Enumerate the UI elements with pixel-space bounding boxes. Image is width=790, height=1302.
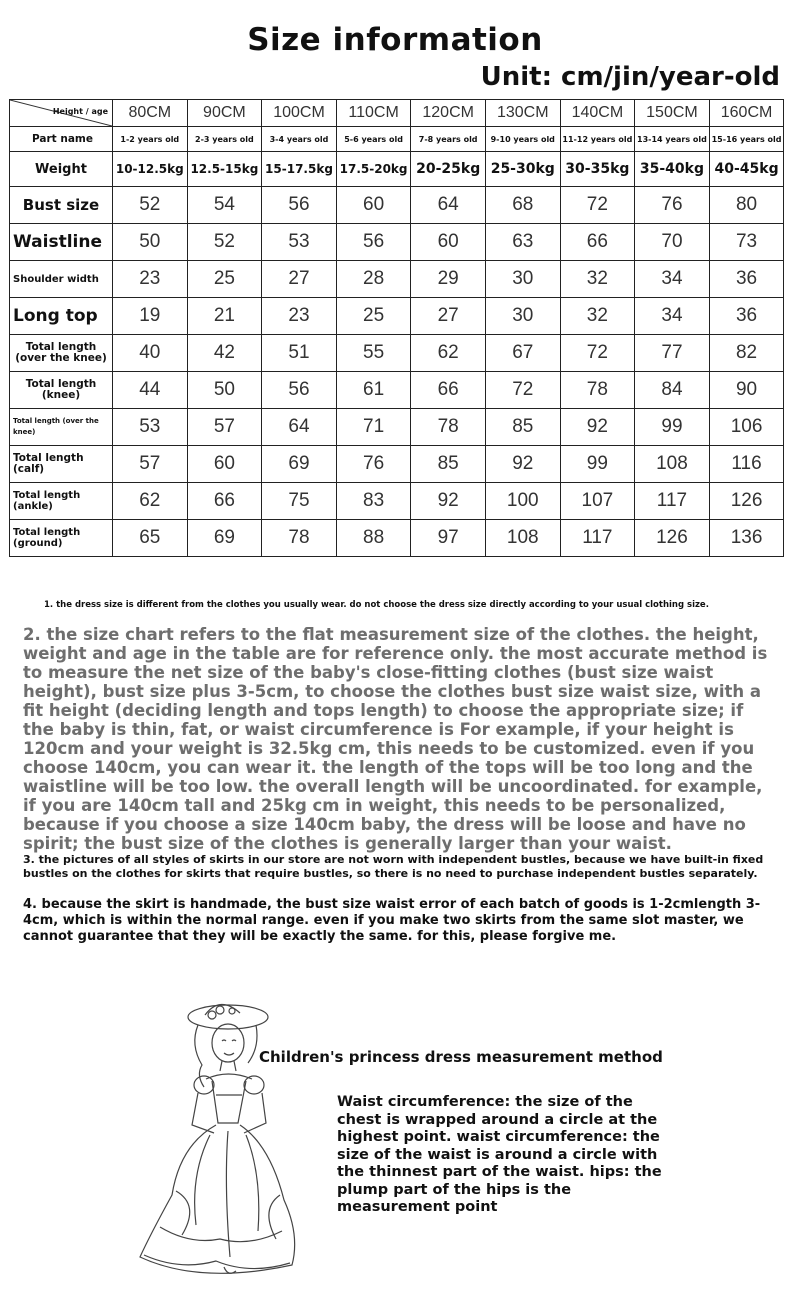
height-header-cell: 150CM: [635, 100, 710, 127]
table-cell: 60: [411, 224, 486, 261]
age-header-cell: 9-10 years old: [485, 127, 560, 152]
age-header-cell: 7-8 years old: [411, 127, 486, 152]
table-cell: 117: [560, 520, 635, 557]
table-cell: 76: [336, 446, 411, 483]
row-label: Total length (over the knee): [10, 409, 113, 446]
row-label: Total length (knee): [10, 372, 113, 409]
weight-cell: 35-40kg: [635, 152, 710, 187]
table-row: [10, 446, 784, 483]
table-cell: 40: [113, 335, 188, 372]
age-header-cell: 5-6 years old: [336, 127, 411, 152]
table-cell: 29: [411, 261, 486, 298]
unit-label: Unit: cm/jin/year-old: [480, 62, 780, 92]
table-row: [10, 520, 784, 557]
table-cell: 100: [485, 483, 560, 520]
table-cell: 63: [485, 224, 560, 261]
table-cell: 69: [262, 446, 337, 483]
table-cell: 66: [187, 483, 262, 520]
height-header-cell: 100CM: [262, 100, 337, 127]
table-cell: 92: [411, 483, 486, 520]
table-cell: 36: [709, 261, 784, 298]
table-cell: 84: [635, 372, 710, 409]
table-cell: 68: [485, 187, 560, 224]
table-cell: 108: [485, 520, 560, 557]
row-label: Total length (ground): [10, 520, 113, 557]
height-header-cell: 140CM: [560, 100, 635, 127]
table-cell: 19: [113, 298, 188, 335]
table-cell: 99: [560, 446, 635, 483]
table-cell: 27: [411, 298, 486, 335]
table-cell: 85: [485, 409, 560, 446]
weight-cell: 17.5-20kg: [336, 152, 411, 187]
size-table: [9, 99, 784, 557]
height-header-cell: 110CM: [336, 100, 411, 127]
weight-row: [10, 152, 784, 187]
table-cell: 136: [709, 520, 784, 557]
table-cell: 78: [560, 372, 635, 409]
table-cell: 67: [485, 335, 560, 372]
table-cell: 57: [113, 446, 188, 483]
table-cell: 76: [635, 187, 710, 224]
note-4: 4. because the skirt is handmade, the bust size waist error of each batch of goods is 1-2cmlength 3-4cm, which is within the normal range. even if you make two skirts from the same slot master, we cannot guarantee that they will be exactly the same. for this, please forgive me.: [23, 897, 761, 944]
table-cell: 69: [187, 520, 262, 557]
table-cell: 57: [187, 409, 262, 446]
table-cell: 92: [560, 409, 635, 446]
table-cell: 56: [336, 224, 411, 261]
table-cell: 23: [262, 298, 337, 335]
table-cell: 36: [709, 298, 784, 335]
weight-label: Weight: [10, 152, 113, 187]
age-header-cell: 1-2 years old: [113, 127, 188, 152]
table-cell: 83: [336, 483, 411, 520]
table-cell: 62: [113, 483, 188, 520]
table-cell: 52: [113, 187, 188, 224]
table-cell: 65: [113, 520, 188, 557]
row-label: Waistline: [10, 224, 113, 261]
table-cell: 30: [485, 298, 560, 335]
table-cell: 53: [113, 409, 188, 446]
table-cell: 85: [411, 446, 486, 483]
table-cell: 82: [709, 335, 784, 372]
table-cell: 116: [709, 446, 784, 483]
table-cell: 50: [187, 372, 262, 409]
table-cell: 72: [485, 372, 560, 409]
row-label: Bust size: [10, 187, 113, 224]
table-cell: 126: [635, 520, 710, 557]
height-header-cell: 90CM: [187, 100, 262, 127]
age-header-cell: 11-12 years old: [560, 127, 635, 152]
table-cell: 32: [560, 298, 635, 335]
table-cell: 90: [709, 372, 784, 409]
table-cell: 32: [560, 261, 635, 298]
weight-cell: 15-17.5kg: [262, 152, 337, 187]
table-row: [10, 261, 784, 298]
table-row: [10, 224, 784, 261]
row-label: Long top: [10, 298, 113, 335]
table-cell: 23: [113, 261, 188, 298]
note-1: 1. the dress size is different from the clothes you usually wear. do not choose the dress size directly according to your usual clothing size.: [44, 600, 709, 610]
princess-dress-sketch-icon: [120, 995, 320, 1295]
table-cell: 60: [336, 187, 411, 224]
weight-cell: 10-12.5kg: [113, 152, 188, 187]
table-cell: 77: [635, 335, 710, 372]
row-label: Total length (over the knee): [10, 335, 113, 372]
age-header-cell: 15-16 years old: [709, 127, 784, 152]
table-cell: 107: [560, 483, 635, 520]
table-row: [10, 298, 784, 335]
weight-cell: 40-45kg: [709, 152, 784, 187]
table-cell: 62: [411, 335, 486, 372]
table-cell: 25: [336, 298, 411, 335]
table-cell: 99: [635, 409, 710, 446]
table-cell: 106: [709, 409, 784, 446]
table-row: [10, 335, 784, 372]
table-cell: 51: [262, 335, 337, 372]
table-cell: 56: [262, 187, 337, 224]
table-cell: 54: [187, 187, 262, 224]
part-name-label: Part name: [10, 127, 113, 152]
weight-cell: 30-35kg: [560, 152, 635, 187]
row-label: Total length (ankle): [10, 483, 113, 520]
table-cell: 66: [411, 372, 486, 409]
table-cell: 108: [635, 446, 710, 483]
height-header-row: [10, 100, 784, 127]
corner-cell: [10, 100, 113, 127]
note-2: 2. the size chart refers to the flat measurement size of the clothes. the height, weight and age in the table are for reference only. the most accurate method is to measure the net size of the baby's close-fitting clothes (bust size waist height), bust size plus 3-5cm, to choose the clothes bust size waist size, with a fit height (deciding length and tops length) to choose the appropriate size; if the baby is thin, fat, or waist circumference is For example, if your height is 120cm and your weight is 32.5kg cm, this needs to be customized. even if you choose 140cm, you can wear it. the length of the tops will be too long and the waistline will be too low. the overall length will be uncoordinated. for example, if you are 140cm tall and 25kg cm in weight, this needs to be personalized, because if you choose a size 140cm baby, the dress will be loose and have no spirit; the bust size of the clothes is generally larger than your waist.: [23, 625, 768, 853]
table-cell: 66: [560, 224, 635, 261]
table-cell: 52: [187, 224, 262, 261]
table-cell: 42: [187, 335, 262, 372]
table-cell: 78: [411, 409, 486, 446]
weight-cell: 20-25kg: [411, 152, 486, 187]
table-cell: 72: [560, 187, 635, 224]
table-cell: 71: [336, 409, 411, 446]
table-cell: 72: [560, 335, 635, 372]
measurement-title: Children's princess dress measurement method: [259, 1048, 663, 1066]
table-cell: 55: [336, 335, 411, 372]
page-title: Size information: [247, 22, 543, 58]
table-row: [10, 483, 784, 520]
table-row: [10, 187, 784, 224]
table-cell: 34: [635, 298, 710, 335]
table-cell: 56: [262, 372, 337, 409]
table-cell: 117: [635, 483, 710, 520]
row-label: Total length (calf): [10, 446, 113, 483]
table-cell: 50: [113, 224, 188, 261]
table-cell: 30: [485, 261, 560, 298]
table-cell: 92: [485, 446, 560, 483]
table-cell: 97: [411, 520, 486, 557]
age-header-cell: 13-14 years old: [635, 127, 710, 152]
corner-label: Height / age: [52, 107, 108, 116]
table-cell: 88: [336, 520, 411, 557]
table-cell: 27: [262, 261, 337, 298]
age-header-cell: 2-3 years old: [187, 127, 262, 152]
weight-cell: 25-30kg: [485, 152, 560, 187]
table-row: [10, 372, 784, 409]
table-cell: 78: [262, 520, 337, 557]
table-row: [10, 409, 784, 446]
table-cell: 126: [709, 483, 784, 520]
table-cell: 61: [336, 372, 411, 409]
age-header-cell: 3-4 years old: [262, 127, 337, 152]
table-cell: 73: [709, 224, 784, 261]
table-cell: 80: [709, 187, 784, 224]
height-header-cell: 130CM: [485, 100, 560, 127]
height-header-cell: 160CM: [709, 100, 784, 127]
table-cell: 64: [411, 187, 486, 224]
table-cell: 60: [187, 446, 262, 483]
weight-cell: 12.5-15kg: [187, 152, 262, 187]
table-cell: 44: [113, 372, 188, 409]
table-cell: 70: [635, 224, 710, 261]
row-label: Shoulder width: [10, 261, 113, 298]
height-header-cell: 120CM: [411, 100, 486, 127]
table-cell: 64: [262, 409, 337, 446]
table-cell: 34: [635, 261, 710, 298]
table-cell: 53: [262, 224, 337, 261]
note-3: 3. the pictures of all styles of skirts in our store are not worn with independent bustles, because we have built-in fixed bustles on the clothes for skirts that require bustles, so there is no need to purchase independent bustles separately.: [23, 853, 764, 880]
height-header-cell: 80CM: [113, 100, 188, 127]
table-cell: 28: [336, 261, 411, 298]
table-cell: 25: [187, 261, 262, 298]
age-header-row: [10, 127, 784, 152]
table-cell: 21: [187, 298, 262, 335]
table-cell: 75: [262, 483, 337, 520]
measurement-description: Waist circumference: the size of the chest is wrapped around a circle at the highest point. waist circumference: the size of the waist is around a circle with the thinnest part of the waist. hips: the plump part of the hips is the measurement point: [337, 1094, 662, 1215]
